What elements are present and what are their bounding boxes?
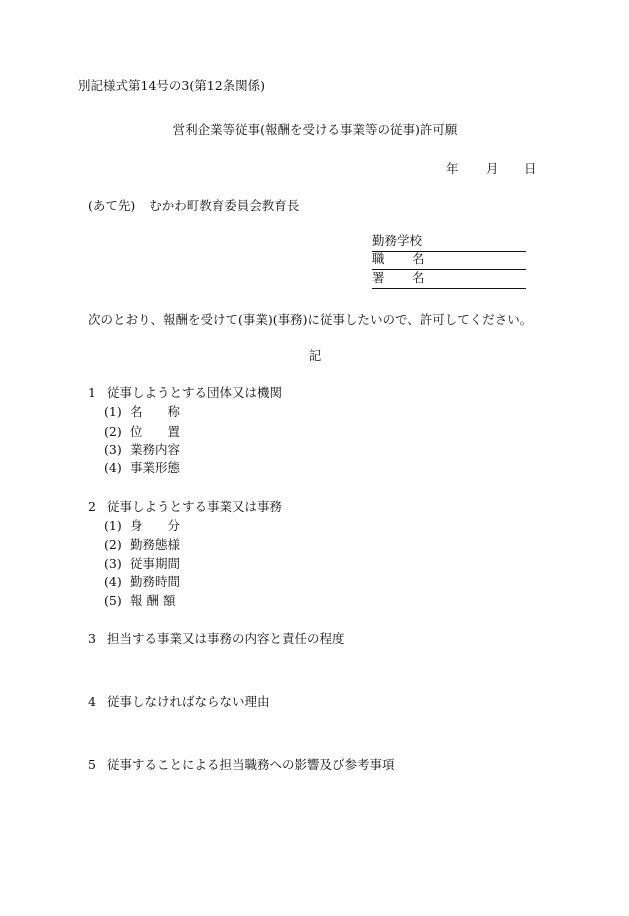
item-number: (1) (104, 518, 122, 533)
document-title: 営利企業等従事(報酬を受ける事業等の従事)許可願 (172, 122, 458, 137)
section-1-item-3 (104, 444, 180, 457)
signature-school-line (372, 235, 526, 252)
section-4-title (88, 696, 270, 709)
section-title-text: 従事しようとする事業又は事務 (107, 499, 283, 514)
section-2-item-1 (104, 520, 180, 533)
section-title-text: 従事しようとする団体又は機関 (107, 385, 283, 400)
ki-heading: 記 (308, 348, 322, 363)
item-label: 勤務時間 (130, 574, 181, 589)
signature-signer-label-1: 署 (372, 270, 385, 285)
item-label: 名 称 (130, 404, 181, 419)
signature-position-label-2: 名 (412, 251, 425, 266)
signature-signer-label-2: 名 (412, 270, 425, 285)
section-1-item-2 (104, 426, 180, 439)
section-1-title (88, 387, 282, 400)
section-number: 2 (88, 499, 96, 514)
request-statement: 次のとおり、報酬を受けて(事業)(事務)に従事したいので、許可してください。 (88, 312, 533, 327)
addressee-name: むかわ町教育委員会教育長 (149, 198, 300, 213)
date-line (446, 163, 537, 176)
signature-position-line (372, 253, 526, 270)
item-label: 位 置 (130, 424, 181, 439)
item-label: 身 分 (130, 518, 181, 533)
section-title-text: 従事しなければならない理由 (107, 694, 270, 709)
section-2-item-3 (104, 558, 180, 571)
section-number: 1 (88, 385, 96, 400)
section-title-text: 担当する事業又は事務の内容と責任の程度 (107, 631, 345, 646)
item-label: 業務内容 (130, 442, 181, 457)
section-1-item-1 (104, 406, 180, 419)
item-label: 従事期間 (130, 556, 181, 571)
item-number: (3) (104, 442, 122, 457)
section-2-item-2 (104, 539, 180, 552)
item-label: 勤務態様 (130, 537, 181, 552)
date-day-label: 日 (524, 161, 537, 176)
form-label: 別記様式第14号の3(第12条関係) (78, 78, 266, 93)
section-title-text: 従事することによる担当職務への影響及び参考事項 (107, 757, 395, 772)
date-year-label: 年 (446, 161, 459, 176)
section-3-title (88, 633, 345, 646)
addressee-prefix: (あて先) (88, 198, 136, 213)
item-number: (5) (104, 593, 122, 608)
item-number: (4) (104, 574, 122, 589)
item-number: (2) (104, 537, 122, 552)
section-number: 5 (88, 757, 96, 772)
item-number: (2) (104, 424, 122, 439)
section-1-item-4 (104, 462, 180, 475)
section-number: 4 (88, 694, 96, 709)
section-2-item-4 (104, 576, 180, 589)
item-label: 報 酬 額 (130, 593, 176, 608)
addressee (88, 200, 299, 213)
signature-position-label-1: 職 (372, 251, 385, 266)
date-month-label: 月 (486, 161, 499, 176)
section-number: 3 (88, 631, 96, 646)
section-5-title (88, 759, 395, 772)
item-number: (1) (104, 404, 122, 419)
signature-signer-line (372, 272, 526, 289)
item-label: 事業形態 (130, 460, 181, 475)
signature-school-label: 勤務学校 (372, 233, 423, 248)
item-number: (3) (104, 556, 122, 571)
section-2-item-5 (104, 595, 175, 608)
section-2-title (88, 501, 282, 514)
item-number: (4) (104, 460, 122, 475)
